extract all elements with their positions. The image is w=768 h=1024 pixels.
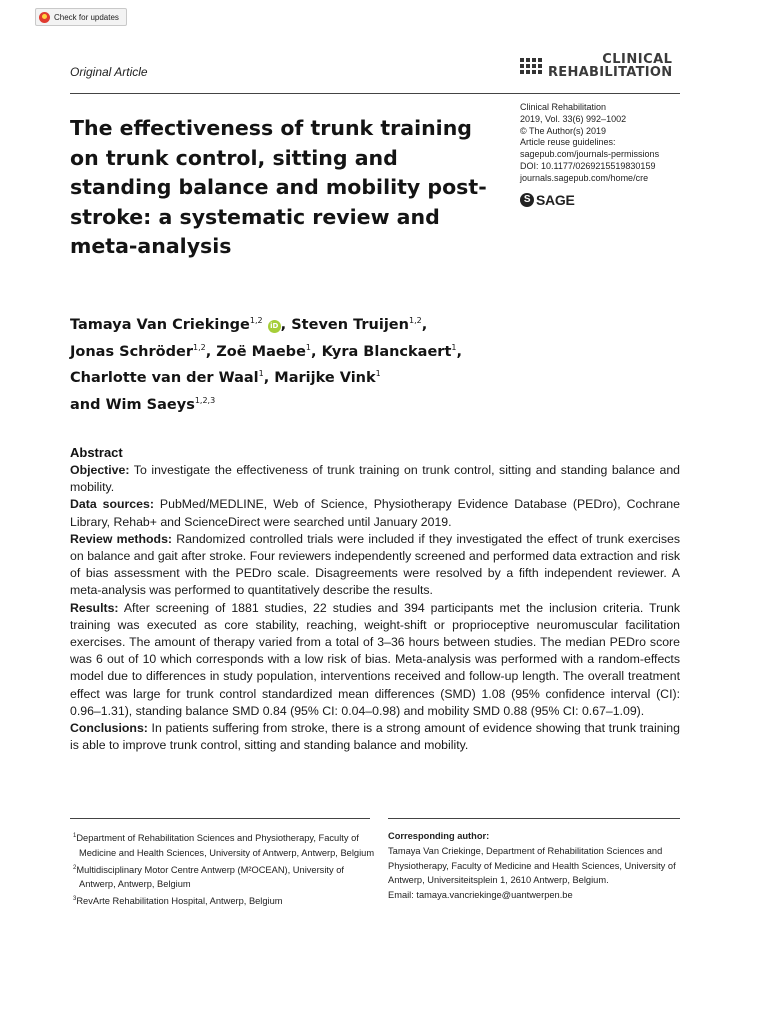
journal-logo-text <box>548 53 672 79</box>
journal-logo-grid-icon <box>520 58 542 74</box>
affiliation-number: 1 <box>73 833 77 839</box>
article-type: Original Article <box>70 65 148 79</box>
author-affiliation-marker: 1 <box>258 369 264 378</box>
crossmark-icon <box>39 12 50 23</box>
footnote-divider-left <box>70 818 370 819</box>
affiliations <box>70 829 380 909</box>
orcid-icon[interactable]: iD <box>268 320 281 333</box>
meta-reuse-label: Article reuse guidelines: <box>520 137 616 148</box>
publisher-logo <box>520 192 574 208</box>
journal-meta <box>520 102 659 185</box>
meta-copyright: © The Author(s) 2019 <box>520 125 607 136</box>
abstract-section-text: PubMed/MEDLINE, Web of Science, Physiotherapy Evidence Database (PEDro), Cochrane Library, Rehab+ and ScienceDirect were searched until January 2019. <box>70 497 680 529</box>
abstract-body <box>70 462 680 754</box>
affiliation-text: RevArte Rehabilitation Hospital, Antwerp, Belgium <box>76 896 283 907</box>
author-name: Zoë Maebe <box>216 343 306 360</box>
author-affiliation-marker: 1,2 <box>192 342 206 352</box>
journal-logo-line2: REHABILITATION <box>548 65 673 80</box>
abstract-section-label: Results: <box>70 600 119 615</box>
article-title: The effectiveness of trunk training on trunk control, sitting and standing balance and mobility post-stroke: a systematic review and meta-analysis <box>70 116 487 258</box>
affiliation-number: 3 <box>73 896 77 903</box>
affiliation-item <box>70 829 380 861</box>
footnote-divider-right <box>388 818 680 819</box>
publisher-name: SAGE <box>536 192 575 208</box>
journal-logo <box>520 52 680 80</box>
author-affiliation-marker: 1 <box>375 369 381 378</box>
abstract-data-sources <box>70 496 680 530</box>
abstract-objective <box>70 462 680 496</box>
author-name: Charlotte van der Waal <box>70 370 259 386</box>
author-name: Tamaya Van Criekinge <box>70 317 250 333</box>
author-affiliation-marker: 1 <box>305 342 311 352</box>
abstract-section-label: Conclusions: <box>70 721 148 736</box>
abstract-section-label: Objective: <box>70 463 130 477</box>
abstract-results <box>70 600 680 720</box>
meta-volume: 2019, Vol. 33(6) 992–1002 <box>520 113 627 124</box>
abstract-section-text: After screening of 1881 studies, 22 studies and 394 participants met the inclusion criteria. Trunk training was executed as core stability, reaching, weight-shift or proprioceptive neuromuscular facilitation exercises. The amount of therapy varied from a total of 3–36 hours between studies. The median PEDro score was 6 out of 10 which corresponds with a low risk of bias. Meta-analysis was performed with a random-effects model due to differences in study population, interventions received and follow-up length. The overall treatment effect was large for trunk control standardized mean differences (SMD) 1.08 (95% confidence interval (CI): 0.96–1.31), standing balance SMD 0.84 (95% CI: 0.04–0.98) and mobility SMD 0.88 (95% CI: 0.67–1.09). <box>70 600 680 718</box>
abstract-section-text: To investigate the effectiveness of trunk training on trunk control, sitting and standing balance and mobility. <box>70 463 680 495</box>
affiliation-item <box>70 892 380 909</box>
author-affiliation-marker: 1,2,3 <box>194 395 216 405</box>
corresponding-author-email[interactable]: Email: tamaya.vancriekinge@uantwerpen.be <box>388 890 573 901</box>
author-name: Marijke Vink <box>274 370 376 386</box>
meta-doi-link[interactable]: DOI: 10.1177/0269215519830159 <box>520 160 656 171</box>
abstract-review-methods <box>70 531 680 600</box>
author-conjunction: and <box>70 396 101 413</box>
header-divider <box>70 93 680 94</box>
meta-journal-link[interactable]: journals.sagepub.com/home/cre <box>520 172 649 183</box>
sage-icon: S <box>520 193 534 207</box>
meta-journal-name: Clinical Rehabilitation <box>520 102 607 112</box>
author-name: Kyra Blanckaert <box>321 343 452 360</box>
affiliation-text: Department of Rehabilitation Sciences and Physiotherapy, Faculty of Medicine and Health Sciences, University of Antwerp, Antwerp, Belgium <box>76 833 375 858</box>
affiliation-number: 2 <box>73 864 77 871</box>
author-name: Jonas Schröder <box>70 343 193 360</box>
affiliation-item <box>70 861 380 893</box>
corresponding-author-label: Corresponding author: <box>388 831 490 841</box>
meta-permissions-link[interactable]: sagepub.com/journals-permissions <box>520 149 660 160</box>
abstract-heading: Abstract <box>70 445 123 460</box>
check-for-updates-button[interactable] <box>35 8 127 26</box>
abstract-section-text: Randomized controlled trials were included if they investigated the effect of trunk exercises on balance and gait after stroke. Four reviewers independently screened and performed data extraction and risk of bias assessment with the PEDro scale. Disagreements were resolved by a fifth independent reviewer. A meta-analysis was performed to quantitatively describe the results. <box>70 531 680 598</box>
journal-logo-line1: CLINICAL <box>602 52 673 67</box>
corresponding-author <box>388 829 680 903</box>
author-name: Wim Saeys <box>105 396 195 413</box>
affiliation-text: Multidisciplinary Motor Centre Antwerp (M²OCEAN), University of Antwerp, Antwerp, Belgium <box>76 864 344 890</box>
abstract-section-label: Review methods: <box>70 531 172 546</box>
author-affiliation-marker: 1,2 <box>408 316 422 325</box>
abstract-section-text: In patients suffering from stroke, there is a strong amount of evidence showing that trunk training is able to improve trunk control, sitting and standing balance and mobility. <box>70 721 680 753</box>
author-list: Tamaya Van Criekinge$^{1,2}$ iD , Steven Truijen$^{1,2}$, Jonas Schröder$^{1,2}$, Zoë Maebe$^1$, Kyra Blanckaert$^1$, Charlotte van der Waal$^1$, Marijke Vink$^1$ and Wim Saeys$^{1,2,3}$ <box>70 316 462 413</box>
check-for-updates-label: Check for updates <box>54 12 119 22</box>
author-affiliation-marker: 1,2 <box>249 316 263 325</box>
corresponding-author-address: Tamaya Van Criekinge, Department of Rehabilitation Sciences and Physiotherapy, Faculty of Medicine and Health Sciences, University of Antwerp, Universiteitsplein 1, 2610 Antwerp, Belgium. <box>388 845 676 886</box>
abstract-conclusions <box>70 720 680 754</box>
author-name: Steven Truijen <box>291 317 409 333</box>
author-affiliation-marker: 1 <box>451 342 457 352</box>
abstract-section-label: Data sources: <box>70 497 154 512</box>
